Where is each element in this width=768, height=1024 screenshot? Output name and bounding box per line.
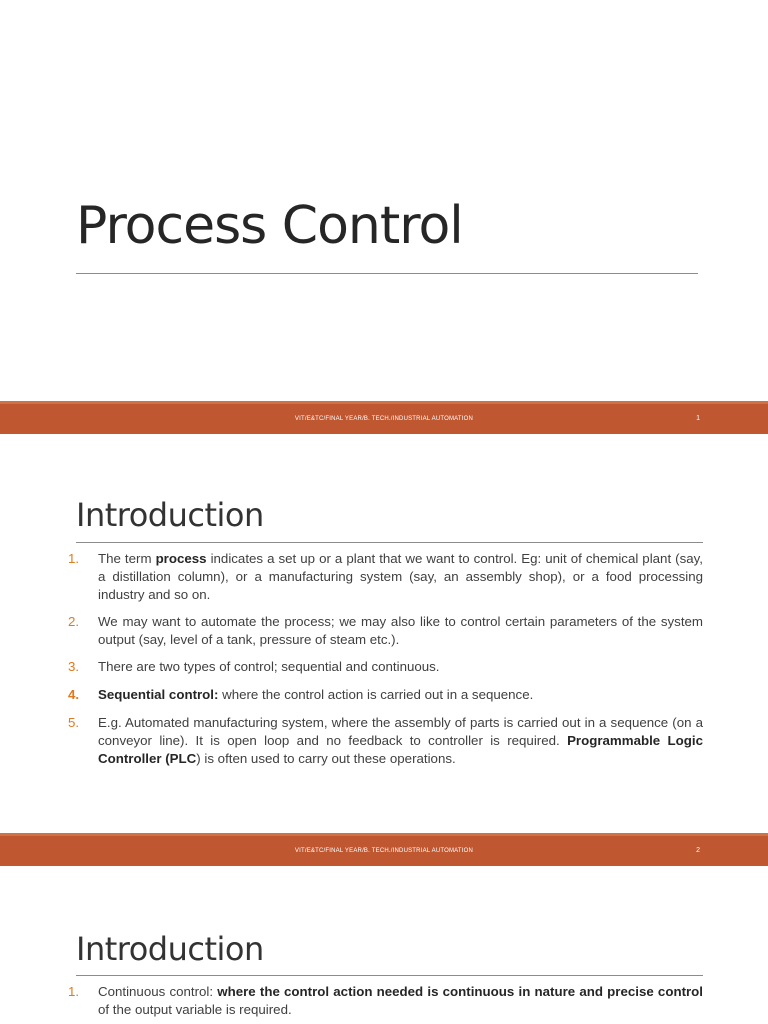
slide-2-footer bbox=[0, 833, 768, 866]
list-item bbox=[68, 613, 703, 649]
list-number: 3. bbox=[68, 659, 80, 674]
title-divider bbox=[76, 542, 703, 543]
list-item bbox=[68, 658, 703, 676]
list-text: We may want to automate the process; we may also like to control certain parameters of the system output (say, level of a tank, pressure of steam etc.). bbox=[98, 614, 703, 647]
list-number: 1. bbox=[68, 551, 80, 566]
list-item bbox=[68, 686, 703, 704]
section-title: Introduction bbox=[76, 496, 264, 534]
footer-text: VIT/E&TC/FINAL YEAR/B. TECH./INDUSTRIAL AUTOMATION bbox=[294, 848, 474, 854]
list-text: Sequential control: where the control action is carried out in a sequence. bbox=[98, 687, 534, 702]
title-divider bbox=[76, 273, 698, 274]
list-number: 1. bbox=[68, 984, 80, 999]
bullet-list bbox=[68, 550, 703, 768]
list-text: There are two types of control; sequential and continuous. bbox=[98, 659, 440, 674]
list-number: 5. bbox=[68, 715, 80, 730]
slide-1 bbox=[0, 0, 768, 400]
list-number: 2. bbox=[68, 614, 80, 629]
slide-3 bbox=[0, 866, 768, 1024]
bullet-list bbox=[68, 983, 703, 1019]
list-text: The term process indicates a set up or a plant that we want to control. Eg: unit of chemical plant (say, a distillation column), or a manufacturing system (say, an assembly shop), or a food processing industry and so on. bbox=[98, 551, 703, 602]
section-title: Introduction bbox=[76, 930, 264, 968]
slide-number: 1 bbox=[696, 415, 700, 422]
title-divider bbox=[76, 975, 703, 976]
slide-1-footer bbox=[0, 401, 768, 434]
list-number: 4. bbox=[68, 687, 80, 702]
list-text: E.g. Automated manufacturing system, where the assembly of parts is carried out in a sequence (on a conveyor line). It is open loop and no feedback to controller is required. Programmable Logic Controller (PLC) is often used to carry out these operations. bbox=[98, 715, 703, 766]
list-item bbox=[68, 550, 703, 604]
slide-title: Process Control bbox=[76, 196, 463, 256]
slide-number: 2 bbox=[696, 847, 700, 854]
footer-text: VIT/E&TC/FINAL YEAR/B. TECH./INDUSTRIAL AUTOMATION bbox=[294, 416, 474, 422]
list-item bbox=[68, 983, 703, 1019]
list-item bbox=[68, 714, 703, 768]
list-text: Continuous control: where the control action needed is continuous in nature and precise control of the output variable is required. bbox=[98, 984, 703, 1017]
slide-2 bbox=[0, 434, 768, 831]
